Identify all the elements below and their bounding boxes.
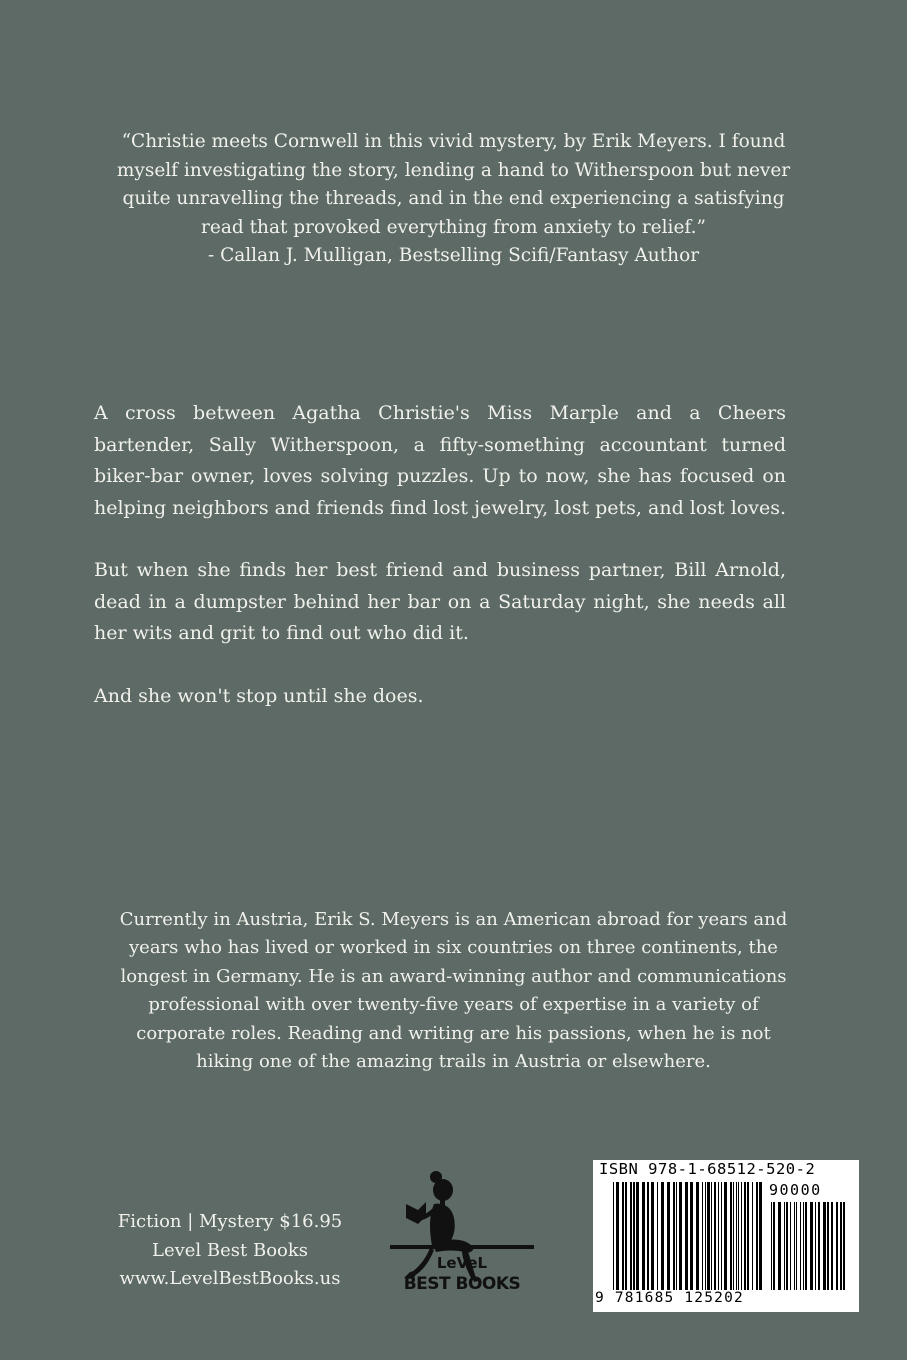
barcode-bar: [721, 1182, 722, 1290]
barcode-bar: [616, 1182, 619, 1290]
bio-line: longest in Germany. He is an award-winning author and communications: [120, 965, 787, 987]
barcode-bar: [747, 1182, 749, 1290]
barcode-bar: [771, 1202, 772, 1290]
barcode-bar: [667, 1182, 670, 1290]
barcode-bar: [786, 1202, 788, 1290]
barcode-bar: [718, 1182, 719, 1290]
barcode-bar: [622, 1182, 624, 1290]
barcode-bar: [690, 1182, 693, 1290]
bio-line: corporate roles. Reading and writing are his passions, when he is not: [136, 1022, 771, 1044]
isbn-barcode: [593, 1160, 859, 1312]
logo-line1: LeVeL: [436, 1254, 488, 1272]
barcode-bar: [679, 1182, 682, 1290]
review-line: myself investigating the story, lending a hand to Witherspoon but never: [116, 159, 791, 181]
barcode-bar: [685, 1182, 688, 1290]
review-line: read that provoked everything from anxiety to relief.”: [201, 216, 706, 238]
barcode-bar: [796, 1202, 797, 1290]
review-line: “Christie meets Cornwell in this vivid mystery, by Erik Meyers. I found: [121, 131, 786, 152]
barcode-bar: [803, 1202, 804, 1290]
barcode-bar: [736, 1182, 737, 1290]
barcode-bar: [836, 1202, 838, 1290]
barcode-bar: [633, 1182, 635, 1290]
publisher-info: [90, 1208, 370, 1294]
category-price: Fiction | Mystery $16.95: [117, 1211, 343, 1232]
blurb-paragraph: But when she finds her best friend and business partner, Bill Arnold, dead in a dumpster behind her bar on a Saturday night, she needs all her wits and grit to find out who did it.: [94, 559, 786, 644]
barcode-bar: [759, 1182, 762, 1290]
review-attribution: - Callan J. Mulligan, Bestselling Scifi/Fantasy Author: [207, 245, 700, 266]
bio-line: professional with over twenty-five years of expertise in a variety of: [148, 994, 759, 1016]
barcode-bar: [613, 1182, 614, 1290]
barcode-bar: [840, 1202, 842, 1290]
blurb-paragraph: A cross between Agatha Christie's Miss Marple and a Cheers bartender, Sally Witherspoon, a fifty-something accountant turned biker-bar owner, loves solving puzzles. Up to now, she has focused on helping neighbors and friends find lost jewelry, lost pets, and lost loves.: [94, 402, 787, 519]
barcode-bar: [636, 1182, 639, 1290]
barcode-bar: [642, 1182, 645, 1290]
barcode-bar: [805, 1202, 807, 1290]
barcode-bar: [661, 1182, 664, 1290]
book-blurb: [94, 398, 786, 743]
barcode-bar: [818, 1202, 820, 1290]
barcode-bar: [831, 1202, 833, 1290]
review-line: quite unravelling the threads, and in the end experiencing a satisfying: [122, 188, 785, 209]
barcode-bar: [676, 1182, 677, 1290]
barcode-bar: [827, 1202, 829, 1290]
blurb-paragraph: And she won't stop until she does.: [94, 684, 424, 707]
barcode-bar: [794, 1202, 795, 1290]
review-quote: [100, 128, 807, 271]
price-code: 90000: [769, 1181, 822, 1199]
author-bio: [100, 906, 807, 1076]
barcode-bar: [647, 1182, 649, 1290]
barcode-bar: [651, 1182, 654, 1290]
barcode-bar: [752, 1182, 753, 1290]
barcode-bar: [702, 1182, 703, 1290]
barcode-bar: [756, 1182, 758, 1290]
logo-line2: BEST BOOKS: [403, 1274, 521, 1294]
barcode-bar: [773, 1202, 775, 1290]
barcode-bar: [843, 1202, 845, 1290]
barcode-bar: [733, 1182, 734, 1290]
ean-digits: 9 781685 125202: [595, 1290, 744, 1306]
barcode-bar: [741, 1182, 742, 1290]
bio-line: hiking one of the amazing trails in Austria or elsewhere.: [196, 1051, 711, 1073]
bio-line: years who has lived or worked in six countries on three continents, the: [129, 937, 778, 959]
barcode-bar: [657, 1182, 658, 1290]
barcode-bar: [810, 1202, 813, 1290]
bio-line: Currently in Austria, Erik S. Meyers is an American abroad for years and: [119, 909, 788, 930]
barcode-bar: [815, 1202, 816, 1290]
barcode-bar: [696, 1182, 699, 1290]
barcode-bar: [730, 1182, 732, 1290]
woman-reading-icon: [384, 1166, 540, 1302]
barcode-bar: [714, 1182, 716, 1290]
barcode-bar: [823, 1202, 826, 1290]
barcode-bar: [738, 1182, 739, 1290]
barcode-bar: [707, 1182, 710, 1290]
publisher-website[interactable]: www.LevelBestBooks.us: [119, 1268, 341, 1289]
barcode-bar: [630, 1182, 632, 1290]
barcode-bar: [800, 1202, 801, 1290]
barcode-bar: [673, 1182, 675, 1290]
publisher-logo: [384, 1166, 540, 1302]
barcode-bar: [790, 1202, 791, 1290]
isbn-label: ISBN 978-1-68512-520-2: [599, 1160, 816, 1178]
barcode-bar: [784, 1202, 785, 1290]
barcode-bar: [625, 1182, 627, 1290]
barcode-bar: [744, 1182, 746, 1290]
barcode-bar: [711, 1182, 712, 1290]
publisher-name: Level Best Books: [151, 1239, 309, 1261]
barcode-bar: [778, 1202, 781, 1290]
barcode-bar: [724, 1182, 727, 1290]
barcode-bar: [705, 1182, 706, 1290]
